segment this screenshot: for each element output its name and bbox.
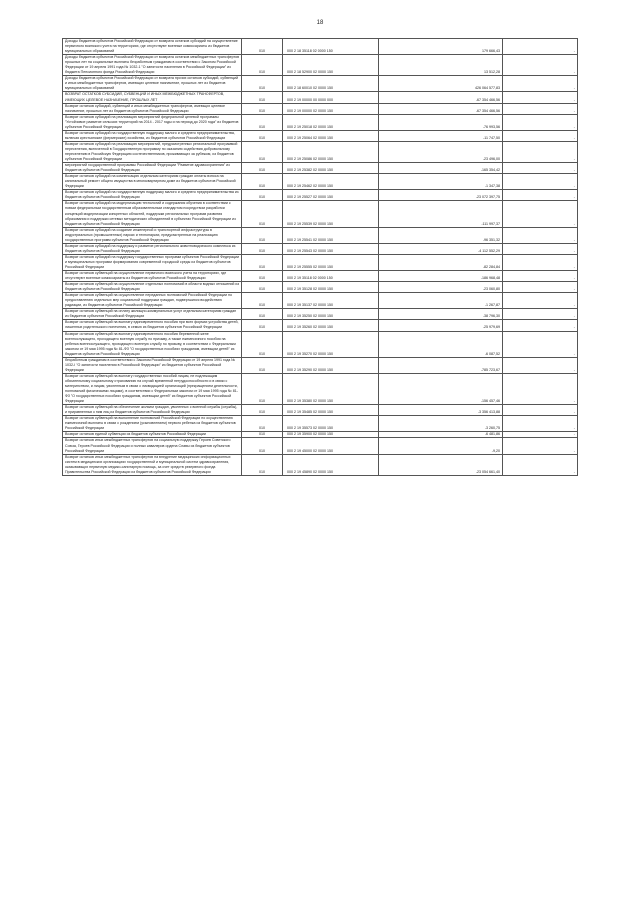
row-line-code: 010	[242, 92, 283, 103]
table-row	[63, 416, 578, 432]
table-row	[63, 227, 578, 243]
row-budget-code: 000 2 18 60010 02 0000 150	[283, 76, 379, 92]
row-budget-code: 000 2 19 25527 02 0000 150	[283, 190, 379, 201]
row-line-code: 010	[242, 309, 283, 320]
row-description: Возврат остатков субвенций на осуществление переданных полномочий Российской Федерации по предоставлению отдельных мер социальной поддержки граждан, подвергшихся воздействию радиации, из бюджетов субъектов Российской Федерации	[63, 293, 242, 309]
row-line-code: 010	[242, 357, 283, 373]
row-line-code: 010	[242, 201, 283, 227]
row-budget-code: 000 2 19 35250 02 0000 150	[283, 309, 379, 320]
row-description: Возврат остатков субсидий на компенсацию отдельным категориям граждан оплаты взноса на капитальный ремонт общего имущества в многоквартирном доме из бюджетов субъектов Российской Федерации	[63, 174, 242, 190]
row-budget-code: 000 2 19 00000 00 0000 000	[283, 92, 379, 103]
row-amount: -67 354 466,56	[379, 103, 503, 114]
row-unexecuted: -	[503, 454, 578, 475]
row-unexecuted: -	[503, 416, 578, 432]
table-row	[63, 243, 578, 254]
row-amount: -6 481,86	[379, 432, 503, 438]
row-line-code: 010	[242, 282, 283, 293]
row-description: Возврат остатков субсидий на реализацию мероприятий федеральной целевой программы "Устойчивое развитие сельских территорий на 2014 - 2017 годы и на период до 2020 года" из бюджетов субъектов Российской Федерации	[63, 114, 242, 130]
row-line-code: 010	[242, 114, 283, 130]
table-row	[63, 454, 578, 475]
page-number: 18	[316, 20, 324, 26]
row-description: Возврат остатков субсидий на государственную поддержку малого и среднего предпринимательства из бюджетов субъектов Российской Федерации	[63, 190, 242, 201]
row-amount: -67 354 466,56	[379, 92, 503, 103]
table-row	[63, 320, 578, 331]
row-amount: -1 267,87	[379, 293, 503, 309]
row-unexecuted: -	[503, 357, 578, 373]
row-description: Возврат остатков субсидий на поддержку государственных программ субъектов Российской Федерации и муниципальных программ формирования современной городской среды из бюджетов субъектов Российской Федерации	[63, 254, 242, 270]
row-budget-code: 000 2 19 35485 02 0000 150	[283, 405, 379, 416]
row-unexecuted: -	[503, 227, 578, 243]
row-budget-code: 000 2 19 25018 02 0000 150	[283, 114, 379, 130]
row-amount: -111 997,37	[379, 201, 503, 227]
row-budget-code: 000 2 19 00000 02 0000 150	[283, 103, 379, 114]
table-row	[63, 76, 578, 92]
row-amount: -82 284,84	[379, 254, 503, 270]
row-amount: -96 351,32	[379, 227, 503, 243]
row-amount: -23 060,80	[379, 282, 503, 293]
row-line-code: 010	[242, 271, 283, 282]
row-unexecuted: -	[503, 254, 578, 270]
row-amount: 426 064 577,83	[379, 76, 503, 92]
row-amount: -23 072 397,75	[379, 190, 503, 201]
row-description: Возврат остатков единой субвенции из бюджетов субъектов Российской Федерации	[63, 432, 242, 438]
row-line-code: 010	[242, 438, 283, 454]
row-description: мероприятий государственной программы Российской Федерации "Развитие здравоохранения" из бюджетов субъектов Российской Федерации	[63, 163, 242, 174]
row-unexecuted: -	[503, 438, 578, 454]
row-amount: -165 354,42	[379, 163, 503, 174]
row-unexecuted: -	[503, 190, 578, 201]
row-unexecuted: -	[503, 39, 578, 55]
table-row	[63, 55, 578, 76]
row-unexecuted: -	[503, 114, 578, 130]
row-description: Возврат остатков субвенций на осуществление первичного воинского учета на территориях, где отсутствуют военные комиссариаты из бюджетов субъектов Российской Федерации	[63, 271, 242, 282]
row-amount: -4 112 552,29	[379, 243, 503, 254]
row-line-code: 010	[242, 130, 283, 141]
row-budget-code: 000 2 19 25539 02 0000 150	[283, 201, 379, 227]
table-row	[63, 271, 578, 282]
row-unexecuted: -	[503, 320, 578, 331]
row-budget-code: 000 2 19 25086 02 0000 150	[283, 141, 379, 162]
row-description: безработным гражданам в соответствии с Законом Российской Федерации от 19 апреля 1991 года № 1032-I "О занятости населения в Российской Федерации" из бюджетов субъектов Российской Федерации	[63, 357, 242, 373]
row-description: Доходы бюджетов субъектов Российской Федерации от возврата остатков субсидий на осуществление первичного воинского учета на территориях, где отсутствуют военные комиссариаты из бюджетов муниципальных образований	[63, 39, 242, 55]
row-amount: -785 723,67	[379, 357, 503, 373]
row-amount: -3 260,75	[379, 416, 503, 432]
table-row	[63, 357, 578, 373]
row-amount: -3 356 413,88	[379, 405, 503, 416]
table-row	[63, 405, 578, 416]
row-unexecuted: -	[503, 201, 578, 227]
row-description: Доходы бюджетов субъектов Российской Федерации от возврата прочих остатков субсидий, субвенций и иных межбюджетных трансфертов, имеющих целевое назначение, прошлых лет из бюджетов муниципальных образований	[63, 76, 242, 92]
table-row	[63, 438, 578, 454]
table-row	[63, 309, 578, 320]
row-line-code: 010	[242, 416, 283, 432]
row-budget-code: 000 2 19 25462 02 0000 150	[283, 174, 379, 190]
table-row	[63, 331, 578, 357]
row-budget-code: 000 2 18 35118 02 0000 150	[283, 39, 379, 55]
row-line-code: 010	[242, 163, 283, 174]
row-line-code: 010	[242, 331, 283, 357]
row-unexecuted: -	[503, 130, 578, 141]
row-line-code: 010	[242, 454, 283, 475]
row-description: Доходы бюджетов субъектов Российской Федерации от возврата остатков межбюджетных трансфертов прошлых лет на социальные выплаты безработным гражданам в соответствии с Законом Российской Федерации от 19 апреля 1991 года № 1032-1 "О занятости населения в Российской Федерации" из бюджета Пенсионного фонда Российской Федерации	[63, 55, 242, 76]
row-line-code: 010	[242, 55, 283, 76]
row-unexecuted: -	[503, 141, 578, 162]
row-line-code: 010	[242, 432, 283, 438]
row-line-code: 010	[242, 190, 283, 201]
row-budget-code: 000 2 19 35380 02 0000 150	[283, 373, 379, 404]
row-unexecuted: -	[503, 103, 578, 114]
row-budget-code: 000 2 19 35137 02 0000 150	[283, 293, 379, 309]
row-amount: -23 496,00	[379, 141, 503, 162]
row-amount: 13 512,28	[379, 55, 503, 76]
row-budget-code: 000 2 19 35128 02 0000 150	[283, 282, 379, 293]
row-amount: -6 087,52	[379, 331, 503, 357]
table-row	[63, 201, 578, 227]
table-row	[63, 190, 578, 201]
revenue-table	[62, 38, 578, 476]
row-line-code: 010	[242, 293, 283, 309]
row-budget-code: 000 2 19 35118 02 0000 150	[283, 271, 379, 282]
table-row	[63, 103, 578, 114]
row-unexecuted: -	[503, 331, 578, 357]
table-row	[63, 282, 578, 293]
row-unexecuted: -	[503, 174, 578, 190]
table-row	[63, 293, 578, 309]
table-row	[63, 373, 578, 404]
row-amount: -156 457,46	[379, 373, 503, 404]
row-line-code: 010	[242, 141, 283, 162]
row-amount: 179 666,43	[379, 39, 503, 55]
table-row	[63, 39, 578, 55]
row-line-code: 010	[242, 405, 283, 416]
row-line-code: 010	[242, 254, 283, 270]
row-description: Возврат остатков субвенций на оплату жилищно-коммунальных услуг отдельным категориям граждан из бюджетов субъектов Российской Федерации	[63, 309, 242, 320]
row-description: Возврат остатков иных межбюджетных трансфертов на социальную поддержку Героев Советского Союза, Героев Российской Федерации и полных кавалеров ордена Славы из бюджетов субъектов Российской Федерации	[63, 438, 242, 454]
row-description: Возврат остатков субвенций на выплату единовременного пособия при всех формах устройства детей, лишенных родительского попечения, в семью из бюджетов субъектов Российской Федерации	[63, 320, 242, 331]
row-budget-code: 000 2 19 35900 02 0000 150	[283, 432, 379, 438]
row-description: ВОЗВРАТ ОСТАТКОВ СУБСИДИЙ, СУБВЕНЦИЙ И ИНЫХ МЕЖБЮДЖЕТНЫХ ТРАНСФЕРТОВ, ИМЕЮЩИХ ЦЕЛЕВОЕ НАЗНАЧЕНИЕ, ПРОШЛЫХ ЛЕТ	[63, 92, 242, 103]
row-line-code: 010	[242, 103, 283, 114]
table-row	[63, 141, 578, 162]
row-budget-code: 000 2 19 25543 02 0000 150	[283, 243, 379, 254]
row-budget-code: 000 2 19 25382 02 0000 150	[283, 163, 379, 174]
row-unexecuted: -	[503, 76, 578, 92]
row-line-code: 010	[242, 39, 283, 55]
row-budget-code: 000 2 18 52900 02 0000 150	[283, 55, 379, 76]
row-unexecuted: -	[503, 309, 578, 320]
row-unexecuted: -	[503, 282, 578, 293]
row-unexecuted: -	[503, 293, 578, 309]
row-budget-code: 000 2 19 35573 02 0000 150	[283, 416, 379, 432]
row-budget-code: 000 2 19 25555 02 0000 150	[283, 254, 379, 270]
row-budget-code: 000 2 19 35290 02 0000 150	[283, 357, 379, 373]
row-line-code: 010	[242, 174, 283, 190]
row-budget-code: 000 2 19 25064 02 0000 150	[283, 130, 379, 141]
row-unexecuted: -	[503, 243, 578, 254]
row-amount: -25 979,69	[379, 320, 503, 331]
row-unexecuted: -	[503, 92, 578, 103]
row-line-code: 010	[242, 373, 283, 404]
row-line-code: 010	[242, 76, 283, 92]
row-budget-code: 000 2 19 45000 02 0000 150	[283, 438, 379, 454]
row-amount: -76 993,56	[379, 114, 503, 130]
table-row	[63, 130, 578, 141]
row-description: Возврат остатков субвенций на обеспечение жильем граждан, уволенных с военной службы (службы), и приравненных к ним лиц из бюджетов субъектов Российской Федерации	[63, 405, 242, 416]
row-description: Возврат остатков субвенций на осуществление отдельных полномочий в области водных отношений из бюджетов субъектов Российской Федерации	[63, 282, 242, 293]
row-description: Возврат остатков субсидий на модернизацию технологий и содержания обучения в соответствии с новым федеральным государственным образовательным стандартом посредством разработки концепций модернизации конкретных областей, поддержки региональных программ развития образования и поддержки сетевых методических объединений в субъектах Российской Федерации из бюджетов субъектов Российской Федерации	[63, 201, 242, 227]
row-amount: -11 747,50	[379, 130, 503, 141]
table-row	[63, 254, 578, 270]
row-amount: -9,20	[379, 438, 503, 454]
table-row	[63, 163, 578, 174]
row-description: Возврат остатков субвенций на выплату единовременного пособия беременной жене военнослужащего, проходящего военную службу по призыву, а также ежемесячного пособия на ребенка военнослужащего, проходящего военную службу по призыву, в соответствии с Федеральным законом от 19 мая 1995 года № 81-ФЗ "О государственных пособиях гражданам, имеющим детей" из бюджетов субъектов Российской Федерации	[63, 331, 242, 357]
row-budget-code: 000 2 19 25541 02 0000 150	[283, 227, 379, 243]
table-row	[63, 174, 578, 190]
row-description: Возврат остатков субвенций на выплату государственных пособий лицам, не подлежащим обязательному социальному страхованию на случай временной нетрудоспособности и в связи с материнством, и лицам, уволенным в связи с ликвидацией организаций (прекращением деятельности, полномочий физическими лицами), в соответствии с Федеральным законом от 19 мая 1995 года № 81-ФЗ "О государственных пособиях гражданам, имеющим детей" из бюджетов субъектов Российской Федерации	[63, 373, 242, 404]
row-description: Возврат остатков иных межбюджетных трансфертов на внедрение медицинских информационных систем в медицинских организациях государственной и муниципальной систем здравоохранения, оказывающих первичную медико-санитарную помощь, за счет средств резервного фонда Правительства Российской Федерации из бюджетов субъектов Российской Федерации	[63, 454, 242, 475]
row-description: Возврат остатков субвенций на выполнение полномочий Российской Федерации по осуществлению ежемесячной выплаты в связи с рождением (усыновлением) первого ребенка из бюджетов субъектов Российской Федерации	[63, 416, 242, 432]
row-description: Возврат остатков субсидий, субвенций и иных межбюджетных трансфертов, имеющих целевое назначение, прошлых лет из бюджетов субъектов Российской Федерации	[63, 103, 242, 114]
row-amount: -186 968,48	[379, 271, 503, 282]
row-budget-code: 000 2 19 35260 02 0000 150	[283, 320, 379, 331]
row-description: Возврат остатков субсидий на поддержку и развитие регионального животноводческого комплекса из бюджетов субъектов Российской Федерации	[63, 243, 242, 254]
row-budget-code: 000 2 19 45890 02 0000 150	[283, 454, 379, 475]
row-line-code: 010	[242, 320, 283, 331]
row-unexecuted: -	[503, 163, 578, 174]
row-unexecuted: -	[503, 55, 578, 76]
row-unexecuted: -	[503, 373, 578, 404]
row-line-code: 010	[242, 243, 283, 254]
row-unexecuted: -	[503, 271, 578, 282]
row-amount: -23 054 661,40	[379, 454, 503, 475]
row-line-code: 010	[242, 227, 283, 243]
row-budget-code: 000 2 19 35270 02 0000 150	[283, 331, 379, 357]
table-row	[63, 114, 578, 130]
table-row	[63, 92, 578, 103]
row-description: Возврат остатков субсидий на государственную поддержку малого и среднего предпринимательства, включая крестьянские (фермерские) хозяйства, из бюджетов субъектов Российской Федерации	[63, 130, 242, 141]
row-description: Возврат остатков субсидий на создание инженерной и транспортной инфраструктуры в индустриальных (промышленных) парках и технопарках, предусмотренных на реализацию государственных программ субъектов Российской Федерации	[63, 227, 242, 243]
row-amount: -1 347,38	[379, 174, 503, 190]
row-description: Возврат остатков субсидий на реализацию мероприятий, предусмотренных региональной программой переселения, включенной в Государственную программу по оказанию содействия добровольному переселению в Российскую Федерацию соотечественников, проживающих за рубежом, из бюджетов субъектов Российской Федерации	[63, 141, 242, 162]
row-unexecuted: -	[503, 432, 578, 438]
row-amount: -38 796,30	[379, 309, 503, 320]
revenue-table-body	[63, 39, 578, 476]
row-unexecuted: -	[503, 405, 578, 416]
